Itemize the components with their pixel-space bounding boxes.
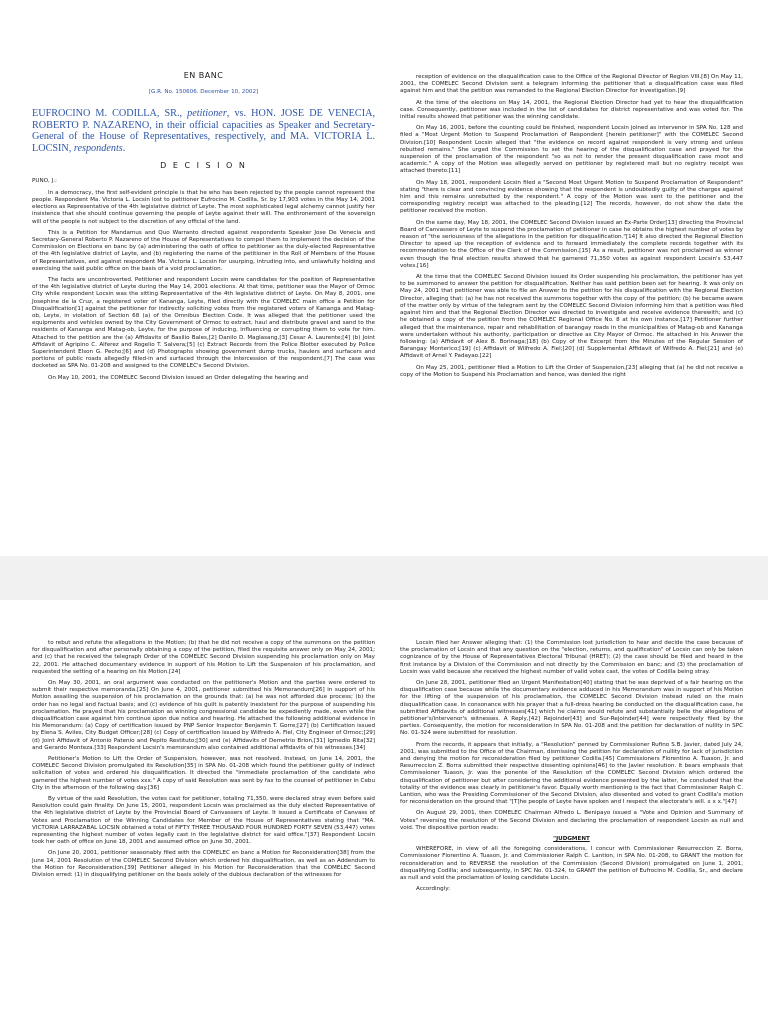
paragraph: On May 25, 2001, petitioner filed a Motion to Lift the Order of Suspension,[23] alleging that (a) he did not receive a copy of the Motion to Suspend his Proclamation and hence, was denied the right xyxy=(400,364,743,378)
paragraph: to rebut and refute the allegations in the Motion; (b) that he did not receive a copy of the summons on the petition for disqualification and after personally obtaining a copy of the petition, filed the requisite answer only on May 24, 2001; and (c) that he received the telegraph Order of the COMELEC Second Division suspending his proclamation only on May 22, 2001. He attached documentary evidence in support of his Motion to Lift the Suspension of his proclamation, and requested the setting of a hearing on his Motion.[24] xyxy=(32,640,375,675)
gr-number: [G.R. No. 150606. December 10, 2002] xyxy=(148,89,259,96)
paragraph: Petitioner's Motion to Lift the Order of Suspension, however, was not resolved. Instead, on June 14, 2001, the COMELEC Second Division promulgated its Resolution[35] in SPA No. 01-208 which found the petitioner guilty of indirect solicitation of votes and ordered his disqualification. It directed the "immediate proclamation of the candidate who garnered the highest number of votes xxx." A copy of said Resolution was sent by fax to the counsel of petitioner in Cebu City in the afternoon of the following day.[36] xyxy=(32,756,375,791)
paragraph: At the time of the elections on May 14, 2001, the Regional Election Director had yet to hear the disqualification case. Consequently, petitioner was included in the list of candidates for district representative and was voted for. The initial results showed that petitioner was the winning candidate. xyxy=(400,99,743,121)
paragraph: reception of evidence on the disqualification case to the Office of the Regional Director of Region VIII.[8] On May 11, 2001, the COMELEC Second Division sent a telegram informing the petitioner that a disqualification case was filed against him and that the petition was remanded to the Regional Election Director for investigation.[9] xyxy=(400,74,743,95)
page1-left-column xyxy=(32,72,375,386)
paragraph: On August 29, 2001, then COMELEC Chairman Alfredo L. Benipayo issued a "Vote and Opinion and Summary of Votes" reversing the resolution of the Second Division and declaring the proclamation of respondent Locsin as null and void. The dispositive portion reads: xyxy=(400,810,743,831)
document-page-2 xyxy=(0,600,768,1024)
paragraph: At the time that the COMELEC Second Division issued its Order suspending his proclamation, the petitioner has yet to be summoned to answer the petition for disqualification. Neither has said petition been set for hearing. It was only on May 24, 2001 that petitioner was able to file an Answer to the petition for his disqualification with the Regional Election Director, alleging that: (a) he has not received the summons together with the copy of the petition; (b) he became aware of the matter only by virtue of the telegram sent by the COMELEC Second Division informing him that a petition was filed against him and that the Regional Election Director was directed to investigate and receive evidence therewith; and (c) he obtained a copy of the petition from the COMELEC Regional Office No. 8 at his own instance.[17] Petitioner further alleged that the maintenance, repair and rehabilitation of barangay roads in the municipalities of Matag-ob and Kananga were undertaken without his authority, participation or directive as City Mayor of Ormoc. He attached in his Answer the following: (a) Affidavit of Alex B. Borinaga;[18] (b) Copy of the Excerpt from the Minutes of the Regular Session of Barangay Monterico;[19] (c) Affidavit of Wilfredo A. Fiel;[20] (d) Supplemental Affidavit of Wilfredo A. Fiel;[21] and (e) Affidavit of Arnel Y. Padayao.[22] xyxy=(400,274,743,360)
caption-respondents: respondents xyxy=(73,142,123,154)
judgment-heading: "JUDGMENT xyxy=(553,836,590,843)
paragraph: On the same day, May 18, 2001, the COMELEC Second Division issued an Ex-Parte Order[13] directing the Provincial Board of Canvassers of Leyte to suspend the proclamation of petitioner in case he obtains the highest number of votes by reason of "the seriousness of the allegations in the petition for disqualification."[14] It also directed the Regional Election Director to speed up the reception of evidence and to forward immediately the complete records together with its recommendation to the Office of the Clerk of the Commission.[15] As a result, petitioner was not proclaimed as winner even though the final election results showed that he garnered 71,350 votes as against respondent Locsin's 53,447 votes.[16] xyxy=(400,219,743,269)
en-banc-label: EN BANC xyxy=(183,71,224,80)
page1-right-column xyxy=(400,74,743,383)
paragraph: On May 16, 2001, before the counting could be finished, respondent Locsin joined as intervenor in SPA No. 128 and filed a "Most Urgent Motion to Suspend Proclamation of Respondent [herein petitioner]" with the COMELEC Second Division.[10] Respondent Locsin alleged that "the evidence on record against respondent is very strong and unless rebutted remains." She urged the Commission to set the hearing of the disqualification case and prayed for the suspension of the proclamation of the respondent "so as not to render the present disqualification case moot and academic." A copy of the Motion was allegedly served on petitioner by registered mail but no registry receipt was attached thereto.[11] xyxy=(400,125,743,175)
ponente: PUNO, J.: xyxy=(32,177,57,184)
paragraph: On May 30, 2001, an oral argument was conducted on the petitioner's Motion and the parties were ordered to submit their respective memoranda.[25] On June 4, 2001, petitioner submitted his Memorandum[26] in support of his Motion assailing the suspension of his proclamation on the grounds that: (a) he was not afforded due process; (b) the order has no legal and factual basis; and (c) evidence of his guilt is patently inexistent for the purpose of suspending his proclamation. He prayed that his proclamation as winning congressional candidate be expediently made, even while the disqualification case against him continue upon due notice and hearing. He attached the following additional evidence in his Memorandum: (a) Copy of certification issued by PNP Senior Inspector Benjamin T. Gorre;[27] (b) Certification issued by Elena S. Aviles, City Budget Officer;[28] (c) Copy of certification issued by Wilfredo A. Fiel, City Engineer of Ormoc;[29] (d) Joint Affidavit of Antonio Patenio and Pepito Restituto;[30] and (e) Affidavits of Demetrio Brion,[31] Igmedio Rita[32] and Gerardo Monteza.[33] Respondent Locsin's memorandum also contained additional affidavits of his witnesses.[34] xyxy=(32,680,375,751)
paragraph: On May 18, 2001, respondent Locsin filed a "Second Most Urgent Motion to Suspend Proclamation of Respondent" stating "there is clear and convincing evidence showing that the respondent is undoubtedly guilty of the charges against him and this remains unrebutted by the respondent." A copy of the Motion was sent to the petitioner and the corresponding registry receipt was attached to the pleading.[12] The records, however, do not show the date the petitioner received the motion. xyxy=(400,179,743,215)
caption-petitioner: EUFROCINO M. CODILLA, SR., xyxy=(32,108,188,120)
paragraph: On June 20, 2001, petitioner seasonably filed with the COMELEC en banc a Motion for Reconsideration[38] from the June 14, 2001 Resolution of the COMELEC Second Division which ordered his disqualification, as well as an Addendum to the Motion for Reconsideration.[39] Petitioner alleged in his Motion for Reconsideration that the COMELEC Second Division erred: (1) in disqualifying petitioner on the basis solely of the dubious declaration of the witnesses for xyxy=(32,850,375,879)
caption-end: . xyxy=(122,142,126,154)
paragraph: On May 10, 2001, the COMELEC Second Division issued an Order delegating the hearing and xyxy=(48,374,309,381)
case-caption xyxy=(32,108,375,154)
paragraph: This is a Petition for Mandamus and Quo Warranto directed against respondents Speaker Jose De Venecia and Secretary-General Roberto P. Nazareno of the House of Representatives to compel them to implement the decision of the Commission on Elections en banc by (a) administering the oath of office to petitioner as the duly-elected Representative of the 4th legislative district of Leyte, and (b) registering the name of the petitioner in the Roll of Members of the House of Representatives, and against respondent Ma. Victoria L. Locsin for usurping, intruding into, and unlawfully holding and exercising the said public office on the basis of a void proclamation. xyxy=(32,229,375,272)
paragraph: By virtue of the said Resolution, the votes cast for petitioner, totaling 71,350, were declared stray even before said Resolution could gain finality. On June 15, 2001, respondent Locsin was proclaimed as the duly elected Representative of the 4th legislative district of Leyte by the Provincial Board of Canvassers of Leyte. It issued a Certificate of Canvass of Votes and Proclamation of the Winning Candidates for Member of the House of Representatives stating that "MA. VICTORIA LARRAZABAL LOCSIN obtained a total of FIFTY THREE THOUSAND FOUR HUNDRED FORTY SEVEN (53,447) votes representing the highest number of votes legally cast in the legislative district for said office."[37] Respondent Locsin took her oath of office on June 18, 2001 and assumed office on June 30, 2001. xyxy=(32,796,375,846)
paragraph: On June 28, 2001, petitioner filed an Urgent Manifestation[40] stating that he was deprived of a fair hearing on the disqualification case because while the documentary evidence adduced in his Memorandum was in support of his Motion for the lifting of the suspension of his proclamation, the COMELEC Second Division instead ruled on the main disqualification case. In consonance with his prayer that a full-dress hearing be conducted on the disqualification case, he submitted Affidavits of additional witnesses[41] which he claims would refute and substantially belie the allegations of petitioner's/intervenor's witnesses. A Reply,[42] Rejoinder[43] and Sur-Rejoinder[44] were respectively filed by the parties. Consequently, the motion for reconsideration in SPA No. 01-208 and the petition for declaration of nullity in SPC No. 01-324 were submitted for resolution. xyxy=(400,680,743,737)
page2-right-column xyxy=(400,640,743,898)
page2-left-column xyxy=(32,640,375,883)
paragraph: Accordingly: xyxy=(416,886,451,893)
paragraph: The facts are uncontroverted. Petitioner and respondent Locsin were candidates for the position of Representative of the 4th legislative district of Leyte during the May 14, 2001 elections. At that time, petitioner was the Mayor of Ormoc City while respondent Locsin was the sitting Representative of the 4th legislative district of Leyte. On May 8, 2001, one Josephine de la Cruz, a registered voter of Kananga, Leyte, filed directly with the COMELEC main office a Petition for Disqualification[1] against the petitioner for indirectly soliciting votes from the registered voters of Kananga and Matag-ob, Leyte, in violation of Section 68 (a) of the Omnibus Election Code. It was alleged that the petitioner used the equipments and vehicles owned by the City Government of Ormoc to extract, haul and distribute gravel and sand to the residents of Kananga and Matag-ob, Leyte, for the purpose of inducing, influencing or corrupting them to vote for him. Attached to the petition are the (a) Affidavits of Basilio Bales,[2] Danilo D. Maglasang,[3] Cesar A. Laurente;[4] (b) Joint Affidavit of Agripino C. Alferez and Rogelio T. Salvera;[5] (c) Extract Records from the Police Blotter executed by Police Superintendent Elson G. Pecho;[6] and (d) Photographs showing government dump trucks, haulers and surfacers and portions of public roads allegedly filled-in and surfaced through the intercession of the respondent.[7] The case was docketed as SPA No. 01-208 and assigned to the COMELEC's Second Division. xyxy=(32,277,375,370)
caption-rest: , vs. HON. JOSE DE VENECIA, ROBERTO P. NAZARENO, in their official capacities as Speaker and Secretary-General of the House of Representatives, respectively, and MA. VICTORIA L. LOCSIN, xyxy=(32,108,375,154)
caption-petitioner-role: petitioner xyxy=(187,108,227,120)
paragraph: WHEREFORE, in view of all the foregoing considerations, I concur with Commissioner Resurreccion Z. Borra, Commissioner Florentino A. Tuason, Jr. and Commissioner Ralph C. Lantion, in SPA No. 01-208, to GRANT the motion for reconsideration and to REVERSE the resolution of the Commission (Second Division) promulgated on June 1, 2001, disqualifying Codilla; and subsequently, in SPC No. 01-324, to GRANT the petition of Eufrocino M. Codilla, Sr., and declare as null and void the proclamation of losing candidate Locsin. xyxy=(400,846,743,882)
paragraph: From the records, it appears that initially, a "Resolution" penned by Commissioner Rufino S.B. Javier, dated July 24, 2001, was submitted to the Office of the Chairman, dismissing the petition for declaration of nullity for lack of jurisdiction and denying the motion for reconsideration filed by petitioner Codilla.[45] Commissioners Florentino A. Tuason, Jr. and Resurreccion Z. Borra submitted their respective dissenting opinions[46] to the Javier resolution. It bears emphasis that Commissioner Tuason, Jr. was the ponente of the Resolution of the COMELEC Second Division which ordered the disqualification of petitioner but after considering the additional evidence presented by the latter, he concluded that the totality of the evidence was clearly in petitioner's favor. Equally worth mentioning is the fact that Commissioner Ralph C. Lantion, who was the Presiding Commissioner of the Second Division, also dissented and voted to grant Codilla's motion for reconsideration on the ground that "[T]he people of Leyte have spoken and I respect the electorate's will. x x x."[47] xyxy=(400,741,743,806)
paragraph: In a democracy, the first self-evident principle is that he who has been rejected by the people cannot represent the people. Respondent Ma. Victoria L. Locsin lost to petitioner Eufrocino M. Codilla, Sr. by 17,903 votes in the May 14, 2001 elections as Representative of the 4th legislative district of Leyte. The most sophisticated legal alchemy cannot justify her insistence that she should continue governing the people of Leyte against their will. The enthronement of the sovereign will of the people is not subject to the discretion of any official of the land. xyxy=(32,189,375,225)
decision-title: D E C I S I O N xyxy=(160,161,247,171)
paragraph: Locsin filed her Answer alleging that: (1) the Commission lost jurisdiction to hear and decide the case because of the proclamation of Locsin and that any question on the "election, returns, and qualification" of Locsin can only be taken cognizance of by the House of Representatives Electoral Tribunal (HRET); (2) the case should be filed and heard in the first instance by a Division of the Commission and not directly by the Commission en banc; and (3) the proclamation of Locsin was valid because she received the highest number of valid votes cast, the votes of Codilla being stray. xyxy=(400,640,743,675)
